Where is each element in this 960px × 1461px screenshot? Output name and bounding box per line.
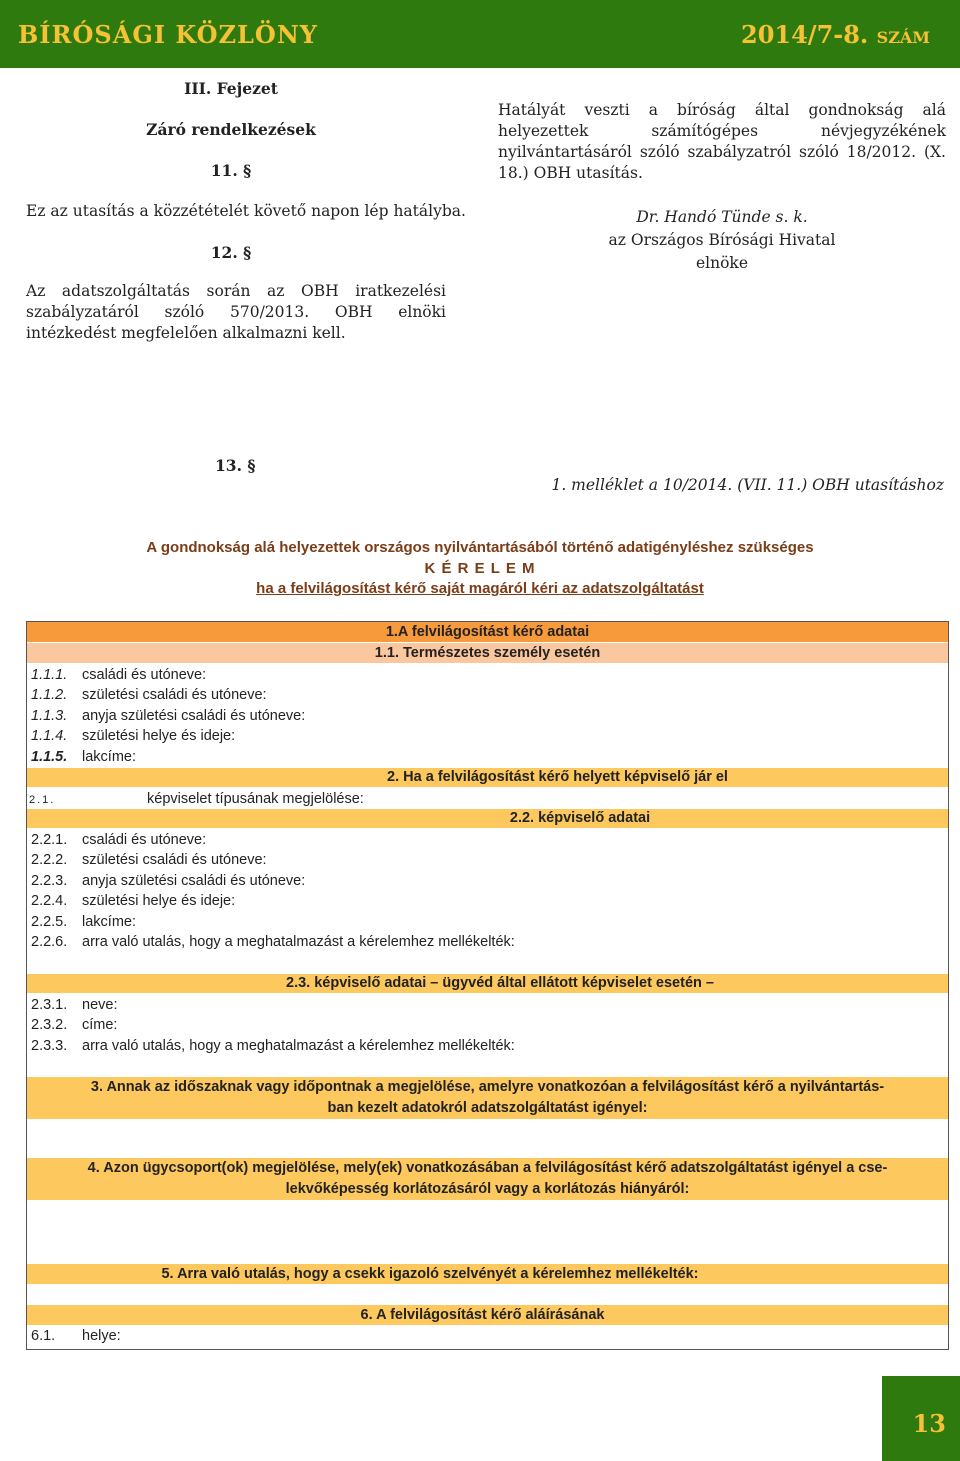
- section-2-3-header: [27, 974, 948, 993]
- section-4-line-1: 4. Azon ügycsoport(ok) megjelölése, mely(ek) vonatkozásában a felvilágosítást kérő adatszolgáltatást igényel a cse-: [87, 1160, 888, 1176]
- section-12-text: Az adatszolgáltatás során az OBH iratkezelési szabályzatáról szóló 570/2013. OBH elnöki intézkedést megfelelően alkalmazni kell.: [26, 282, 446, 342]
- section-4-header: [27, 1158, 948, 1200]
- field-number: 2.2.3.: [31, 873, 68, 889]
- section-3-line-1: 3. Annak az időszaknak vagy időpontnak a megjelölése, amelyre vonatkozóan a felvilágosítást kérő a nyilvántartás-: [90, 1079, 885, 1095]
- page-number: 13: [912, 1409, 946, 1438]
- signatory-role: az Országos Bírósági Hivatal: [608, 231, 836, 249]
- section-6-header: [27, 1305, 948, 1325]
- field-number: 1.1.5.: [31, 749, 68, 765]
- field-2-2-2[interactable]: [31, 851, 267, 869]
- field-1-1-3[interactable]: [31, 707, 305, 725]
- signatory-role-2: elnöke: [695, 254, 748, 272]
- field-2-2-5[interactable]: [31, 913, 136, 931]
- field-number: 2.2.1.: [31, 832, 68, 848]
- section-2-header: [27, 768, 948, 787]
- field-label: arra való utalás, hogy a meghatalmazást a kérelemhez mellékelték:: [82, 1038, 515, 1054]
- field-label: helye:: [82, 1328, 121, 1344]
- section-11-text: Ez az utasítás a közzétételét követő napon lép hatályba.: [26, 202, 466, 220]
- form-subtitle: ha a felvilágosítást kérő saját magáról kéri az adatszolgáltatást: [256, 580, 704, 597]
- section-12-number: 12.: [210, 243, 238, 262]
- section-11-number: 11.: [210, 161, 238, 180]
- field-label: születési családi és utóneve:: [82, 687, 267, 703]
- section-5-header: [27, 1264, 948, 1284]
- field-number: 2.2.6.: [31, 934, 68, 950]
- form-title: A gondnokság alá helyezettek országos nyilvántartásából történő adatigényléshez szükséges: [146, 539, 814, 556]
- section-4-line-2: lekvőképesség korlátozásáról vagy a korlátozás hiányáról:: [285, 1181, 690, 1197]
- field-1-1-1[interactable]: [31, 666, 206, 684]
- field-6-1[interactable]: [31, 1327, 121, 1345]
- section-2-3-title: 2.3. képviselő adatai – ügyvéd által ellátott képviselet esetén –: [286, 975, 714, 991]
- field-label: családi és utóneve:: [82, 832, 207, 848]
- section-6-title: 6. A felvilágosítást kérő aláírásának: [360, 1307, 605, 1323]
- field-number: 2.1.: [29, 794, 56, 806]
- field-number: 2.2.5.: [31, 914, 68, 930]
- journal-title: BÍRÓSÁGI KÖZLÖNY: [18, 20, 318, 49]
- field-2-2-4[interactable]: [31, 892, 235, 910]
- section-13-number: 13.: [215, 456, 242, 475]
- issue-label: 2014/7-8.: [741, 20, 869, 49]
- chapter-title: Záró rendelkezések: [146, 120, 316, 139]
- paragraph-sign: §: [243, 243, 252, 262]
- field-number: 2.2.2.: [31, 852, 68, 868]
- section-3-line-2: ban kezelt adatokról adatszolgáltatást igényel:: [327, 1100, 648, 1116]
- field-label: családi és utóneve:: [82, 667, 207, 683]
- field-2-2-1[interactable]: [31, 831, 206, 849]
- section-2-2-header: [27, 809, 948, 828]
- section-11: [0, 160, 466, 181]
- section-12: [0, 242, 466, 263]
- right-column: [498, 100, 946, 275]
- section-2-2-title: 2.2. képviselő adatai: [509, 810, 651, 826]
- field-label: arra való utalás, hogy a meghatalmazást a kérelemhez mellékelték:: [82, 934, 515, 950]
- section-5-title: 5. Arra való utalás, hogy a csekk igazoló szelvényét a kérelemhez mellékelték:: [161, 1266, 699, 1282]
- signatory-name: Dr. Handó Tünde s. k.: [636, 208, 808, 226]
- chapter-heading: III. Fejezet: [184, 79, 278, 98]
- field-label: anyja születési családi és utóneve:: [82, 873, 306, 889]
- section-1-header: 1.A felvilágosítást kérő adatai: [27, 622, 948, 642]
- field-label: születési helye és ideje:: [82, 893, 236, 909]
- field-number: 1.1.2.: [31, 687, 68, 703]
- page-number-box: [882, 1376, 960, 1461]
- field-number: 2.3.3.: [31, 1038, 68, 1054]
- field-label: képviselet típusának megjelölése:: [147, 791, 364, 807]
- paragraph-sign: §: [247, 456, 256, 475]
- section-13: [215, 456, 255, 475]
- issue-suffix: SZÁM: [876, 28, 930, 47]
- issue-number: [741, 20, 930, 49]
- section-2-title: 2. Ha a felvilágosítást kérő helyett képviselő jár el: [387, 769, 728, 785]
- annex-label: 1. melléklet a 10/2014. (VII. 11.) OBH utasításhoz: [551, 476, 944, 494]
- form-kerelem: K É R E L E M: [424, 560, 536, 577]
- field-label: neve:: [82, 997, 118, 1013]
- field-label: születési családi és utóneve:: [82, 852, 267, 868]
- field-number: 1.1.1.: [31, 667, 68, 683]
- field-number: 1.1.4.: [31, 728, 68, 744]
- request-form: [26, 621, 949, 1350]
- field-2-2-6[interactable]: [31, 933, 515, 951]
- field-2-1[interactable]: [29, 790, 364, 809]
- field-number: 1.1.3.: [31, 708, 68, 724]
- field-2-3-2[interactable]: [31, 1016, 117, 1034]
- paragraph-sign: §: [243, 161, 252, 180]
- left-column: [26, 78, 466, 344]
- field-1-1-2[interactable]: [31, 686, 267, 704]
- field-label: címe:: [82, 1017, 118, 1033]
- header-bar: [0, 0, 960, 68]
- field-1-1-5[interactable]: [31, 748, 136, 766]
- field-label: anyja születési családi és utóneve:: [82, 708, 306, 724]
- field-label: születési helye és ideje:: [82, 728, 236, 744]
- field-number: 2.2.4.: [31, 893, 68, 909]
- section-3-header: [27, 1077, 948, 1119]
- field-number: 6.1.: [31, 1328, 56, 1344]
- field-number: 2.3.2.: [31, 1017, 68, 1033]
- field-2-2-3[interactable]: [31, 872, 305, 890]
- section-1-1-header: 1.1. Természetes személy esetén: [27, 643, 948, 663]
- field-2-3-3[interactable]: [31, 1037, 515, 1055]
- repeal-text: Hatályát veszti a bíróság által gondnokság alá helyezettek számítógépes névjegyzékének nyilvántartásáról szóló szabályzatról szóló 18/2012. (X. 18.) OBH utasítás.: [498, 101, 946, 182]
- field-2-3-1[interactable]: [31, 996, 117, 1014]
- signature-block: [498, 206, 946, 275]
- field-1-1-4[interactable]: [31, 727, 235, 745]
- field-label: lakcíme:: [82, 914, 136, 930]
- field-number: 2.3.1.: [31, 997, 68, 1013]
- field-label: lakcíme:: [82, 749, 136, 765]
